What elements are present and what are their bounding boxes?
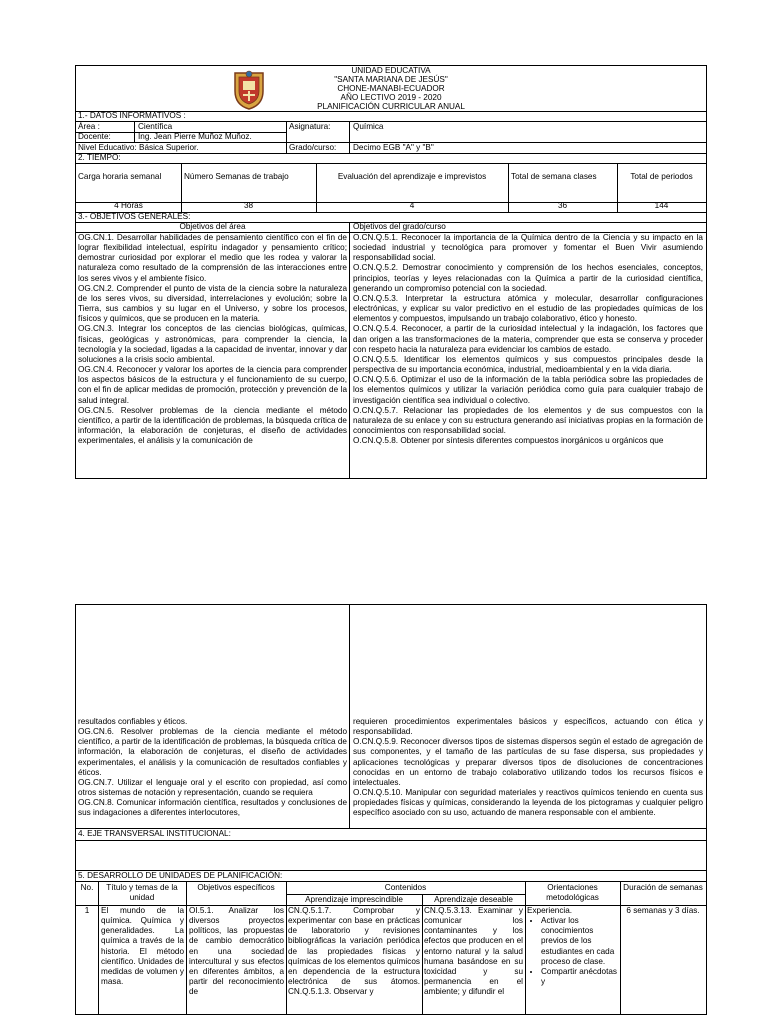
grado-value: Decimo EGB "A" y "B" (353, 143, 434, 152)
objetivos-area-text: OG.CN.1. Desarrollar habilidades de pensamiento científico con el fin de lograr flexibilidad intelectual, espíritu indagador y pensamiento crítico; demostrar curiosidad por explorar el medio que les rodea y valorar la naturaleza como resultado de la comprensión de las interacciones entre los seres vivos y el ambiente físico. OG.CN.2. Comprender el punto de vista de la ciencia sobre la naturaleza de los seres vivos, su diversidad, interrelaciones y evolución; sobre la Tierra, sus cambios y su lugar en el Universo, y sobre los procesos, físicos y químicos, que se producen en la materia. OG.CN.3. Integrar los conceptos de las ciencias biológicas, químicas, físicas, geológicas y astronómicas, para comprender la ciencia, la tecnología y la sociedad, ligadas a la capacidad de inventar, innovar y dar soluciones a la crisis socio ambiental. OG.CN.4. Reconocer y valorar los aportes de la ciencia para comprender los aspectos básicos de la estructura y el funcionamiento de su cuerpo, con el fin de aplicar medidas de promoción, protección y prevención de la salud integral. OG.CN.5. Resolver problemas de la ciencia mediante el método científico, a partir de la identificación de problemas, la búsqueda crítica de información, la elaboración de conjeturas, el diseño de actividades experimentales, el análisis y la comunicación de (78, 233, 347, 446)
objetivos-grado-text: O.CN.Q.5.1. Reconocer la importancia de la Química dentro de la Ciencia y su impacto en la sociedad industrial y tecnológica para promover y fomentar el Buen Vivir asumiendo responsabilidad social. O.CN.Q.5.2. Demostrar conocimiento y comprensión de los hechos esenciales, conceptos, principios, teorías y leyes relacionadas con la Química a partir de la curiosidad científica, generando un compromiso potencial con la sociedad. O.CN.Q.5.3. Interpretar la estructura atómica y molecular, desarrollar configuraciones electrónicas, y explicar su valor predictivo en el estudio de las propiedades químicas de los elementos y compuestos, impulsando un trabajo colaborativo, ético y honesto. O.CN.Q.5.4. Reconocer, a partir de la curiosidad intelectual y la indagación, los factores que dan origen a las transformaciones de la materia, comprender que esta se conserva y proceder con respeto hacia la naturaleza para evidenciar los cambios de estado. O.CN.Q.5.5. Identificar los elementos químicos y sus compuestos principales desde la perspectiva de su importancia económica, industrial, medioambiental y en la vida diaria. O.CN.Q.5.6. Optimizar el uso de la información de la tabla periódica sobre las propiedades de los elementos químicos y utilizar la variación periódica como guía para cualquier trabajo de investigación científica sea individual o colectivo. O.CN.Q.5.7. Relacionar las propiedades de los elementos y de sus compuestos con la naturaleza de su enlace y con su estructura generando así iniciativas propias en la formación de conocimientos con responsabilidad social. O.CN.Q.5.8. Obtener por síntesis diferentes compuestos inorgánicos u orgánicos que (353, 233, 703, 446)
row-1-no: 1 (84, 906, 90, 915)
row-1-duracion: 6 semanas y 3 días. (626, 906, 700, 915)
nivel-educativo: Nivel Educativo: Básica Superior. (78, 143, 199, 152)
orientaciones-item: • Activar los conocimientos previos de los estudiantes en cada proceso de clase. (541, 916, 618, 967)
objetivos-headers (76, 223, 706, 233)
tiempo-value-3: 4 (409, 201, 415, 210)
school-year: AÑO LECTIVO 2019 - 2020 (340, 93, 442, 102)
page-2-table (75, 604, 707, 1015)
tiempo-value-5: 144 (654, 201, 669, 210)
col-titulo-header: Título y temas de la unidad (106, 883, 178, 903)
tiempo-value-4: 36 (557, 201, 568, 210)
orientaciones-item: • Compartir anécdotas y (541, 967, 618, 987)
tiempo-value-1: 4 Horas (114, 201, 143, 210)
section-desarrollo-title: 5. DESARROLLO DE UNIDADES DE PLANIFICACIÓN: (76, 871, 706, 882)
school-location: CHONE-MANABI-ECUADOR (337, 84, 445, 93)
tiempo-header-4: Total de semana clases (511, 172, 597, 181)
tiempo-value-2: 38 (243, 201, 254, 210)
school-name: "SANTA MARIANA DE JESÚS" (334, 75, 448, 84)
section-objetivos-title: 3.- OBJETIVOS GENERALES: (76, 213, 706, 223)
col-imprescindible-header: Aprendizaje imprescindible (305, 895, 403, 904)
col-duracion-header: Duración de semanas (623, 883, 703, 892)
section-tiempo-title: 2. TIEMPO: (76, 154, 706, 164)
tiempo-header-5: Total de periodos (630, 172, 693, 181)
tiempo-header-1: Carga horaria semanal (78, 172, 162, 181)
section-eje-title: 4. EJE TRANSVERSAL INSTITUCIONAL: (76, 828, 706, 841)
section-datos-title: 1.- DATOS INFORMATIVOS : (76, 112, 706, 122)
tiempo-header-3: Evaluación del aprendizaje e imprevistos (337, 172, 487, 181)
eje-content (76, 841, 706, 871)
asignatura-value: Química (353, 122, 384, 131)
col-objetivos-header: Objetivos específicos (197, 883, 275, 892)
tiempo-header-2: Número Semanas de trabajo (184, 172, 289, 181)
page-1-table (75, 65, 707, 479)
tiempo-table (76, 164, 706, 213)
orientaciones-intro: Experiencia. (527, 906, 573, 915)
datos-row-2: Nivel Educativo: Básica Superior. Grado/curso: Decimo EGB "A" y "B" (76, 143, 706, 154)
row-1-deseable: CN.Q.5.3.13. Examinar y comunicar los contaminantes y los efectos que producen en el entorno natural y la salud humana basándose en su toxicidad y su permanencia en el ambiente; y difundir el (424, 906, 523, 997)
objetivos-area-text-continued: resultados confiables y éticos. OG.CN.6. Resolver problemas de la ciencia mediante el método científico, a partir de la identificación de problemas, la búsqueda crítica de información, la elaboración de conjeturas, el diseño de actividades experimentales, el análisis y la comunicación de resultados confiables y éticos. OG.CN.7. Utilizar el lenguaje oral y el escrito con propiedad, así como otros sistemas de notación y representación, cuando se requiera OG.CN.8. Comunicar información científica, resultados y conclusiones de sus indagaciones a diferentes interlocutores, (78, 717, 347, 818)
school-type: UNIDAD EDUCATIVA (351, 66, 431, 75)
area-value: Científica (138, 122, 173, 131)
row-1-imprescindible: CN.Q.5.1.7. Comprobar y experimentar con base en prácticas de laboratorio y revisiones bibliográficas la variación periódica de las propiedades físicas y químicas de los elementos químicos en dependencia de la estructura electrónica de sus átomos. CN.Q.5.1.3. Observar y (288, 906, 420, 997)
objetivos-grado-text-continued: requieren procedimientos experimentales básicos y específicos, actuando con ética y responsabilidad. O.CN.Q.5.9. Reconocer diversos tipos de sistemas dispersos según el estado de agregación de sus componentes, y el tamaño de las partículas de su fase dispersa, sus propiedades y aplicaciones tecnológicas y preparar diversos tipos de disoluciones de concentraciones conocidas en un entorno de trabajo colaborativo utilizando todos los recursos físicos e intelectuales. O.CN.Q.5.10. Manipular con seguridad materiales y reactivos químicos teniendo en cuenta sus propiedades físicas y químicas, considerando la leyenda de los pictogramas y cualquier peligro específico asociado con su uso, actuando de manera responsable con el ambiente. (353, 717, 703, 818)
row-1-titulo: El mundo de la química. Química y generalidades. La química a través de la historia. El método científico. Unidades de medidas de volumen y masa. (101, 906, 184, 987)
col-deseable-header: Aprendizaje deseable (434, 895, 513, 904)
objetivos-grado-header: Objetivos del grado/curso (353, 222, 446, 231)
col-no-header: No. (80, 883, 94, 892)
objetivos-area-header: Objetivos del área (179, 222, 246, 231)
header-block (76, 66, 706, 112)
datos-row-1: Área : Científica Asignatura: Química Docente: Ing. Jean Pierre Muñoz Muñoz. (76, 122, 706, 143)
docente-value: Ing. Jean Pierre Muñoz Muñoz. (138, 132, 252, 141)
col-contenidos-header: Contenidos (384, 883, 427, 892)
document-title: PLANIFICACIÓN CURRICULAR ANUAL (317, 102, 465, 111)
col-orientaciones-header: Orientaciones metodológicas (546, 883, 599, 903)
row-1-objetivos: OI.5.1. Analizar los diversos proyectos políticos, las propuestas de cambio democrático en una sociedad intercultural y sus efectos en diferentes ámbitos, a partir del reconocimiento de (189, 906, 284, 997)
orientaciones-list (527, 916, 618, 987)
row-1-orientaciones (527, 906, 618, 1015)
